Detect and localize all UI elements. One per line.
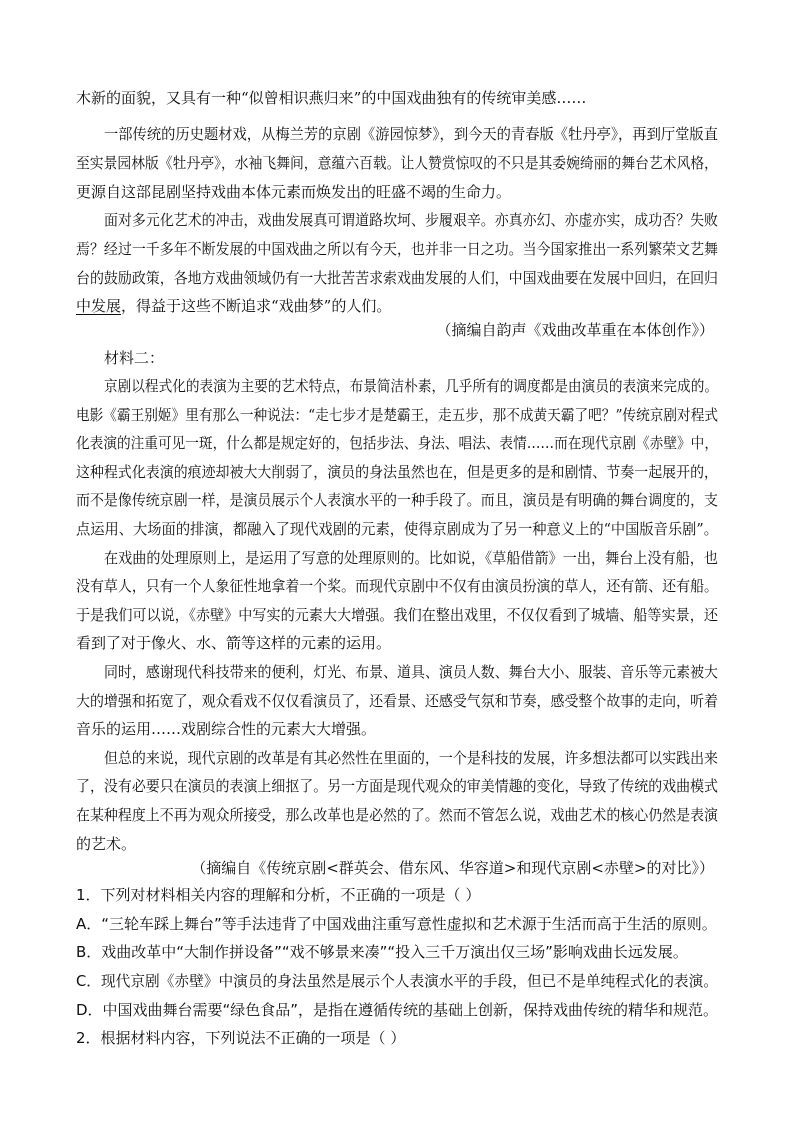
paragraph-line: 化表演的注重可见一斑，什么都是规定好的，包括步法、身法、唱法、表情……而在现代京剧《赤壁》中， — [76, 434, 718, 452]
paragraph-line: 一部传统的历史题材戏，从梅兰芳的京剧《游园惊梦》，到今天的青春版《牡丹亭》，再到厅堂版直 — [104, 125, 718, 143]
source-citation: （摘编自韵声《戏曲改革重在本体创作》） — [436, 321, 714, 339]
paragraph-line: 没有草人，只有一个人象征性地拿着一个桨。而现代京剧中不仅有由演员扮演的草人，还有箭、还有船。 — [76, 577, 718, 595]
question-1-option-b: B．戏曲改革中“大制作拼设备”“戏不够景来凑”“投入三千万演出仅三场”影响戏曲长远发展。 — [76, 943, 688, 961]
paragraph-line: 至实景园林版《牡丹亭》，水袖飞舞间，意蕴六百载。让人赞赏惊叹的不只是其委婉绮丽的舞台艺术风格， — [76, 154, 718, 172]
paragraph-line: 于是我们可以说，《赤壁》中写实的元素大大增强。我们在整出戏里，不仅仅看到了城墙、船等实景，还 — [76, 606, 718, 624]
paragraph-line: 木新的面貌，又具有一种“似曾相识燕归来”的中国戏曲独有的传统审美感…… — [76, 89, 587, 107]
paragraph-line: 台的鼓励政策，各地方戏曲领域仍有一大批苦苦求索戏曲发展的人们，中国戏曲要在发展中回归，在回归 — [76, 269, 718, 287]
question-1-option-a: A．“三轮车踩上舞台”等手法违背了中国戏曲注重写意性虚拟和艺术源于生活而高于生活的原则。 — [76, 915, 717, 933]
paragraph-line: 看到了对于像火、水、箭等这样的元素的运用。 — [76, 634, 392, 652]
paragraph-line: 音乐的运用……戏剧综合性的元素大大增强。 — [76, 720, 377, 738]
paragraph-line: 电影《霸王别姬》里有那么一种说法：“走七步才是楚霸王，走五步，那不成黄天霸了吧？”传统京剧对程式 — [76, 406, 719, 424]
paragraph-line: 面对多元化艺术的冲击，戏曲发展真可谓道路坎坷、步履艰辛。亦真亦幻、亦虚亦实，成功否？失败 — [104, 211, 719, 229]
question-1-option-c: C．现代京剧《赤壁》中演员的身法虽然是展示个人表演水平的手段，但已不是单纯程式化的表演。 — [76, 972, 718, 990]
line-rest: ，得益于这些不断追求“戏曲梦”的人们。 — [121, 297, 392, 315]
paragraph-line: 在某种程度上不再为观众所接受，那么改革也是必然的了。然而不管怎么说，戏曲艺术的核心仍然是表演 — [76, 806, 718, 824]
question-1: 1．下列对材料相关内容的理解和分析，不正确的一项是（ ） — [76, 886, 481, 904]
section-heading: 材料二： — [104, 349, 165, 367]
paragraph-line — [76, 296, 391, 316]
question-2: 2．根据材料内容，下列说法不正确的一项是（ ） — [76, 1029, 406, 1047]
paragraph-line: 而不是像传统京剧一样，是演员展示个人表演水平的一种手段了。而且，演员是有明确的舞台调度的，支 — [76, 491, 718, 509]
paragraph-line: 的艺术。 — [76, 835, 137, 853]
paragraph-line: 同时，感谢现代科技带来的便利，灯光、布景、道具、演员人数、舞台大小、服装、音乐等元素被大 — [104, 663, 719, 681]
question-1-option-d: D．中国戏曲舞台需要“绿色食品”，是指在遵循传统的基础上创新，保持戏曲传统的精华和规范。 — [76, 1001, 718, 1019]
paragraph-line: 但总的来说，现代京剧的改革是有其必然性在里面的，一个是科技的发展，许多想法都可以实践出来 — [104, 749, 719, 767]
paragraph-line: 焉？经过一千多年不断发展的中国戏曲之所以有今天，也并非一日之功。当今国家推出一系列繁荣文艺舞 — [76, 240, 718, 258]
paragraph-line: 京剧以程式化的表演为主要的艺术特点，布景简洁朴素，几乎所有的调度都是由演员的表演来完成的。 — [104, 377, 718, 395]
paragraph-line: 了，没有必要只在演员的表演上细抠了。另一方面是现代观众的审美情趣的变化，导致了传统的戏曲模式 — [76, 777, 718, 795]
paragraph-line: 在戏曲的处理原则上，是运用了写意的处理原则的。比如说，《草船借箭》一出，舞台上没有船，也 — [104, 549, 719, 567]
underlined-text: 中发展 — [76, 297, 122, 315]
paragraph-line: 大的增强和拓宽了，观众看戏不仅仅看演员了，还看景、还感受气氛和节奏，感受整个故事的走向，听着 — [76, 692, 718, 710]
paragraph-line: 更源自这部昆剧坚持戏曲本体元素而焕发出的旺盛不竭的生命力。 — [76, 183, 512, 201]
paragraph-line: 这种程式化表演的痕迹却被大大削弱了，演员的身法虽然也在，但是更多的是和剧情、节奏一起展开的， — [76, 463, 718, 481]
source-citation: （摘编自《传统京剧<群英会、借东风、华容道>和现代京剧<赤壁>的对比》） — [191, 859, 714, 877]
paragraph-line: 点运用、大场面的排演，都融入了现代戏剧的元素，使得京剧成为了另一种意义上的“中国版音乐剧”。 — [76, 520, 718, 538]
